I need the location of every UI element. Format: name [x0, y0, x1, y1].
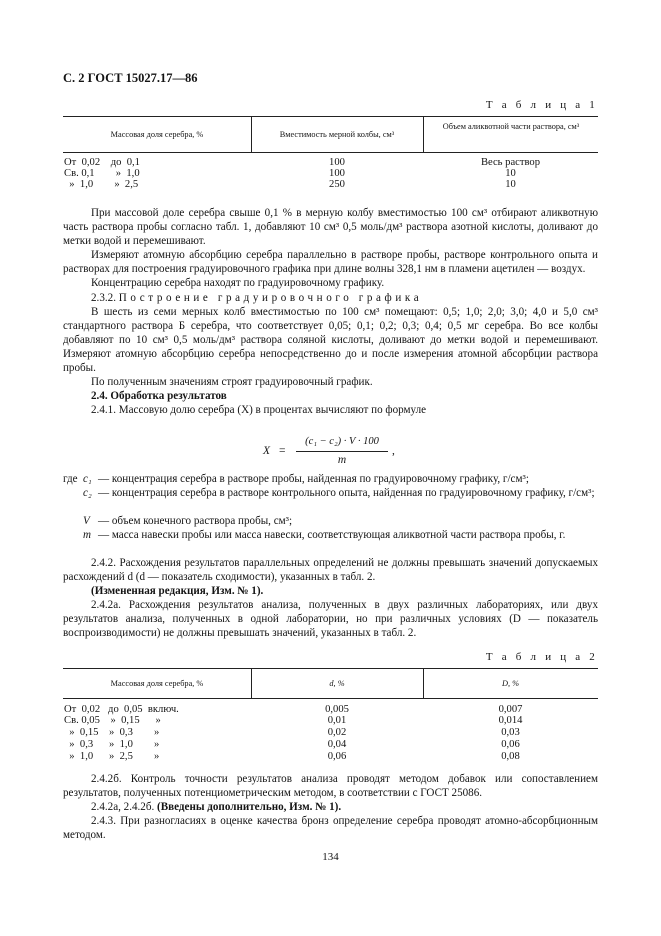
body-text-block-3: [63, 772, 598, 842]
table1-header-aliquot: Объем аликвотной части раствора, см³: [442, 122, 580, 131]
table-cell: 250: [329, 179, 345, 190]
table1-header-mass: Массовая доля серебра, %: [110, 130, 204, 139]
section-heading-2-3-2: [63, 291, 598, 305]
table1-top-rule: [63, 116, 598, 117]
amendment-line: [63, 800, 598, 814]
table-cell: 100: [329, 157, 345, 168]
formula: [263, 436, 413, 470]
formula-numerator: (c₁ − c₂) · V · 100: [305, 436, 379, 447]
formula-comma: ,: [392, 445, 395, 457]
amendment-note: (Введены дополнительно, Изм. № 1).: [157, 801, 342, 814]
table1-col-divider: [423, 116, 424, 152]
table-cell: » 1,0 » 2,5: [64, 179, 139, 190]
paragraph: При массовой доле серебра свыше 0,1 % в мерную колбу вместимостью 100 см³ отбирают аликвотную часть раствора пробы согласно табл. 1, добавляют 10 см³ 0,5 моль/дм³ раствора азотной кислоты, доливают до метки водой и перемешивают.: [63, 207, 598, 248]
legend-symbol: c₁: [83, 473, 92, 485]
table1-header-rule: [63, 152, 598, 153]
table-cell: 0,08: [501, 751, 520, 762]
body-text-block-2: [63, 556, 598, 641]
page-number: 134: [322, 851, 339, 863]
paragraph: По полученным значениям строят градуировочный график.: [91, 376, 373, 389]
table-cell: 0,01: [327, 715, 347, 726]
table2-header-rule: [63, 698, 598, 699]
table-cell: Св. 0,05 » 0,15 »: [64, 715, 161, 726]
legend-text: — концентрация серебра в растворе пробы, найденная по градуировочному графику, г/см³;: [98, 473, 529, 485]
legend-where: где: [63, 473, 78, 485]
section-number: 2.3.2.: [91, 291, 116, 304]
section-title: Построение градуировочного графика: [118, 291, 423, 304]
amendment-note: (Измененная редакция, Изм. № 1).: [91, 585, 264, 598]
section-heading-2-4: 2.4. Обработка результатов: [91, 390, 227, 403]
table-cell: » 1,0 » 2,5 »: [64, 751, 160, 762]
legend-symbol: c₂: [83, 487, 92, 499]
table-cell: 0,04: [327, 739, 347, 750]
table-cell: От 0,02 до 0,05 включ.: [64, 704, 179, 715]
legend-text: — концентрация серебра в растворе контрольного опыта, найденная по градуировочному графику, г/см³;: [98, 487, 595, 499]
formula-lhs: X: [263, 445, 271, 457]
legend-text: — масса навески пробы или масса навески, соответствующая аликвотной части раствора пробы, г.: [98, 529, 566, 541]
fraction-bar: [296, 451, 388, 452]
table-cell: 0,02: [327, 727, 347, 738]
paragraph: 2.4.3. При разногласиях в оценке качества бронз определение серебра проводят атомно-абсорбционным методом.: [63, 815, 598, 842]
paragraph: 2.4.1. Массовую долю серебра (X) в процентах вычисляют по формуле: [91, 404, 427, 417]
paragraph: 2.4.2а. Расхождения результатов анализа, полученных в двух различных лабораториях, или двух результатов анализа, полученных в одной лаборатории, но при различных условиях (D — показатель воспроизводимости) не должны превышать значений, указанных в табл. 2.: [63, 599, 598, 640]
page-header: С. 2 ГОСТ 15027.17—86: [63, 71, 198, 85]
table2-header-mass: Массовая доля серебра, %: [110, 679, 204, 688]
paragraph: В шесть из семи мерных колб вместимостью по 100 см³ помещают: 0,5; 1,0; 2,0; 3,0; 4,0 и 5,0 см³ стандартного раствора Б серебра, что соответствует 0,05; 0,1; 0,2; 0,3; 0,4; 0,5 мг серебра. Во все колбы добавляют по 10 см³ 0,5 моль/дм³ раствора соляной кислоты, доливают до метки водой и перемешивают. Измеряют атомную абсорбцию серебра непосредственно до и после измерения атомной абсорбции раствора пробы.: [63, 305, 598, 375]
table-cell: 0,005: [325, 704, 349, 715]
table-cell: Св. 0,1 » 1,0: [64, 168, 140, 179]
table-cell: 0,014: [498, 715, 523, 726]
paragraph: Измеряют атомную абсорбцию серебра параллельно в растворе пробы, растворе контрольного опыта и растворах для построения градуировочного графика при длине волны 328,1 нм в пламени ацетилен — воздух.: [63, 249, 598, 276]
legend-symbol: V: [83, 515, 90, 527]
table-cell: От 0,02 до 0,1: [64, 157, 140, 168]
legend-text: — объем конечного раствора пробы, см³;: [98, 515, 293, 527]
table-cell: 10: [505, 179, 516, 190]
amendment-lead: 2.4.2а, 2.4.2б.: [91, 801, 155, 814]
table-cell: 100: [329, 168, 345, 179]
formula-denominator: m: [337, 454, 347, 466]
table1-header-volume: Вместимость мерной колбы, см³: [279, 130, 395, 139]
paragraph: 2.4.2б. Контроль точности результатов анализа проводят методом добавок или сопоставлением результатов, полученных потенциометрическим методом, в соответствии с ГОСТ 25086.: [63, 773, 598, 800]
table-cell: 10: [505, 168, 516, 179]
table2-top-rule: [63, 668, 598, 669]
table-cell: » 0,3 » 1,0 »: [64, 739, 160, 750]
legend-symbol: m: [83, 529, 92, 541]
table-cell: 0,03: [501, 727, 520, 738]
table-cell: Весь раствор: [480, 157, 541, 168]
paragraph: Концентрацию серебра находят по градуировочному графику.: [91, 277, 385, 290]
table-cell: 0,06: [501, 739, 520, 750]
body-text-block-1: [63, 206, 598, 417]
paragraph: 2.4.2. Расхождения результатов параллельных определений не должны превышать значений допускаемых расхождений d (d — показатель сходимости), указанных в табл. 2.: [63, 557, 598, 584]
table-cell: 0,007: [498, 704, 523, 715]
table-cell: 0,06: [327, 751, 347, 762]
table2-header-d: d, %: [329, 679, 345, 688]
table2-header-D: D, %: [501, 679, 520, 688]
formula-equals: =: [279, 445, 286, 457]
table2-caption: Т а б л и ц а 2: [485, 651, 598, 663]
table-cell: » 0,15 » 0,3 »: [64, 727, 160, 738]
table1-caption: Т а б л и ц а 1: [485, 99, 598, 111]
